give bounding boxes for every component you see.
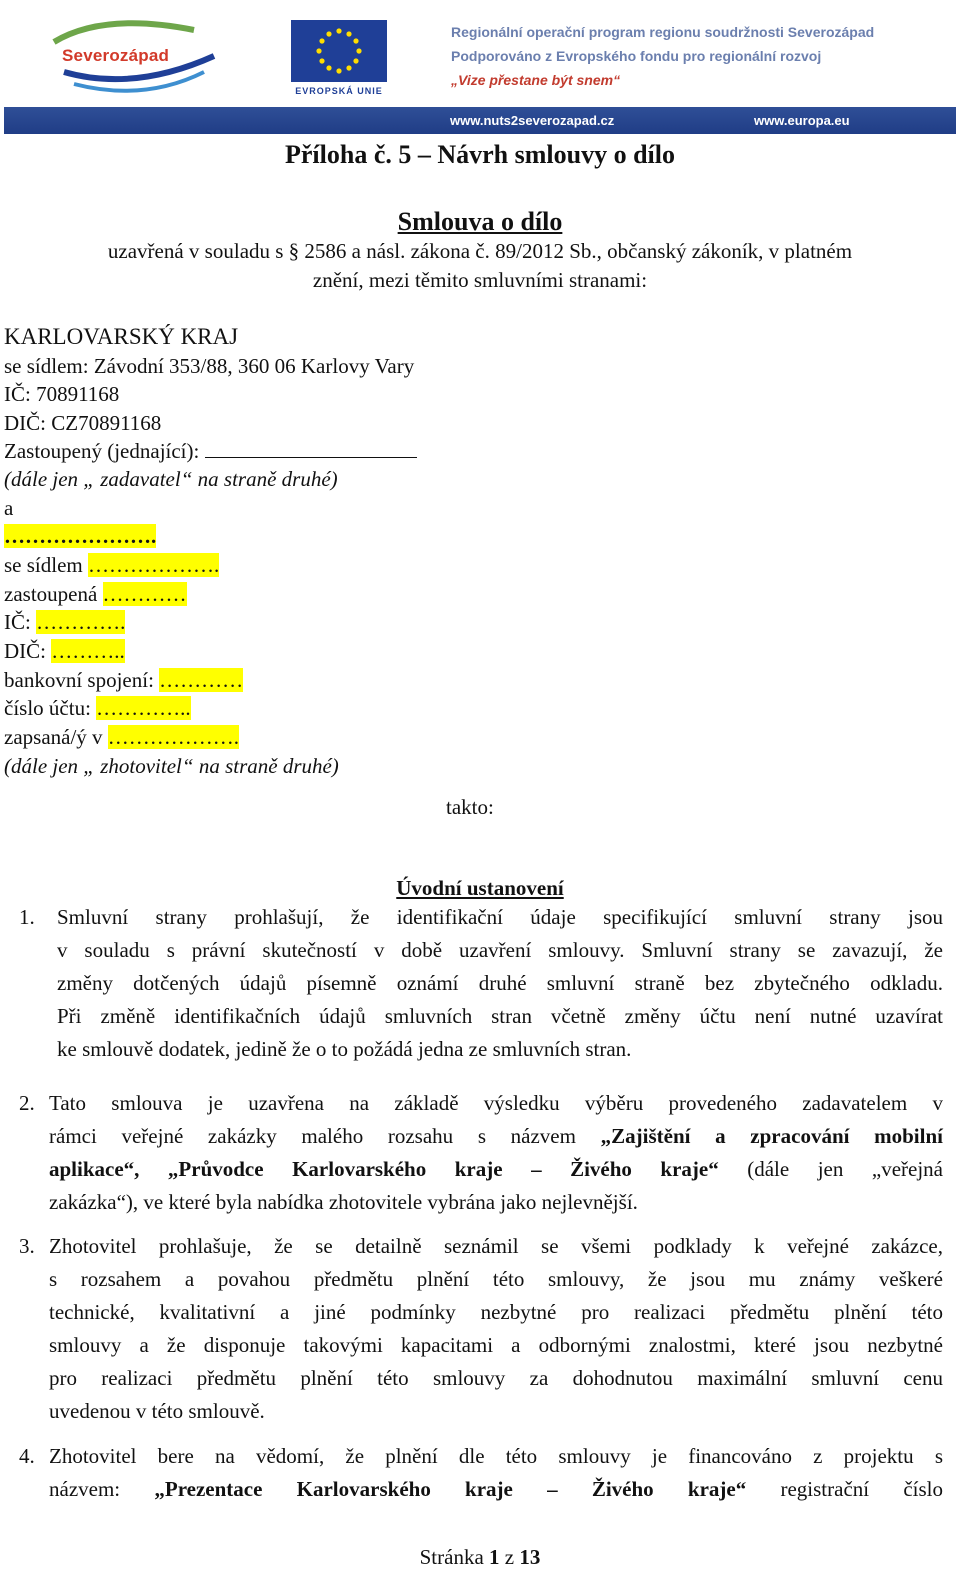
party2-seat-placeholder: ………………. [88, 553, 220, 577]
clause-1-line-2: v souladu s právní skutečností v době uzavření smlouvy. Smluvní strany se zavazují, že [57, 938, 943, 962]
clause-4-line-2-label: názvem: [49, 1477, 155, 1501]
clause-3 [49, 1230, 943, 1428]
party2-ic-placeholder: …………. [36, 610, 126, 634]
party2-ic [4, 610, 125, 634]
party2-account-label: číslo účtu: [4, 696, 97, 720]
party1-role: (dále jen „ zadavatel“ na straně druhé) [4, 467, 338, 491]
attachment-heading: Příloha č. 5 – Návrh smlouvy o dílo [284, 140, 675, 169]
party1-ic: IČ: 70891168 [4, 382, 120, 406]
footer-separator: z [499, 1545, 520, 1569]
party2-ic-label: IČ: [4, 610, 37, 634]
clause-1-line-4: Při změně identifikačních údajů smluvních stran včetně změny účtu není nutné uzavírat [57, 1004, 943, 1028]
banner-url-nuts2[interactable]: www.nuts2severozapad.cz [450, 113, 615, 128]
party2-bank-placeholder: ………… [159, 668, 244, 692]
clause-3-line-4: smlouvy a že disponuje takovými kapacitami a odbornými znalostmi, které jsou nezbytné [49, 1333, 943, 1357]
clause-2-line-1: Tato smlouva je uzavřena na základě výsledku výběru provedeného zadavatelem v [49, 1091, 943, 1115]
page-footer [0, 1544, 960, 1570]
footer-page-number: 1 [489, 1545, 500, 1569]
clause-2-line-3-text: (dále jen „veřejná [718, 1157, 943, 1181]
clause-3-number: 3. [19, 1234, 35, 1258]
clause-4-project-title: „Prezentace Karlovarského kraje – Živého kraje“ [154, 1477, 747, 1501]
clause-2-project-title-b: aplikace“, „Průvodce Karlovarského kraje – Živého kraje“ [49, 1157, 719, 1181]
clause-1-line-3: změny dotčených údajů písemně oznámí druhé smluvní straně bez zbytečného odkladu. [57, 971, 943, 995]
party2-seat [4, 553, 219, 577]
clause-3-line-5: pro realizaci předmětu plnění této smlouvy za dohodnutou maximální smluvní cenu [49, 1366, 943, 1390]
clause-2-line-3 [49, 1153, 943, 1186]
clause-2 [49, 1087, 943, 1219]
banner-program-text: Regionální operační program regionu soudržnosti Severozápad [451, 24, 875, 40]
party1-representative [4, 439, 417, 463]
party2-registry-placeholder: ………………. [107, 725, 240, 749]
banner-url-europa[interactable]: www.europa.eu [754, 113, 850, 128]
subtitle-line-2: znění, mezi těmito smluvními stranami: [312, 268, 648, 292]
document-title: Smlouva o dílo [397, 207, 563, 236]
clause-4-number: 4. [19, 1444, 35, 1468]
footer-page-total: 13 [519, 1545, 541, 1569]
conjunction-and: a [4, 496, 14, 520]
party2-registry-label: zapsaná/ý v [4, 725, 108, 749]
party2-name-placeholder: …………………. [4, 524, 157, 548]
party2-dic [4, 639, 125, 663]
representative-blank-line [205, 439, 417, 458]
party2-rep-placeholder: ………… [102, 582, 187, 606]
clause-2-line-4: zakázka“), ve které byla nabídka zhotovitele vybrána jako nejlevnější. [49, 1190, 638, 1214]
banner-fund-text: Podporováno z Evropského fondu pro regionální rozvoj [451, 48, 822, 64]
clause-3-line-2: s rozsahem a povahou předmětu plnění této smlouvy, že jsou mu známy veškeré [49, 1267, 943, 1291]
clause-3-line-1: Zhotovitel prohlašuje, že se detailně seznámil se všemi podklady k veřejné zakázce, [49, 1234, 943, 1258]
clause-1-line-1: Smluvní strany prohlašují, že identifikační údaje specifikující smluvní strany jsou [57, 905, 943, 929]
banner-slogan-text: „Vize přestane být snem“ [451, 72, 621, 88]
clause-2-line-2-text: rámci veřejné zakázky malého rozsahu s názvem [49, 1124, 601, 1148]
takto-text: takto: [446, 795, 494, 819]
eu-label: EVROPSKÁ UNIE [295, 86, 383, 96]
footer-label: Stránka [419, 1545, 490, 1569]
party2-account [4, 696, 191, 720]
clause-2-number: 2. [19, 1091, 35, 1115]
severozapad-logo-text: Severozápad [62, 46, 170, 65]
party1-name: KARLOVARSKÝ KRAJ [4, 324, 239, 349]
party1-seat: se sídlem: Závodní 353/88, 360 06 Karlovy Vary [4, 354, 415, 378]
header-banner [4, 0, 956, 134]
clause-4-line-1: Zhotovitel bere na vědomí, že plnění dle této smlouvy je financováno z projektu s [49, 1444, 943, 1468]
party1-representative-label: Zastoupený (jednající): [4, 439, 200, 463]
party2-dic-label: DIČ: [4, 639, 52, 663]
eu-flag-icon [291, 20, 387, 82]
party2-seat-label: se sídlem [4, 553, 88, 577]
clause-2-line-2 [49, 1120, 943, 1153]
clause-1-line-5: ke smlouvě dodatek, jedině že o to požádá jedna ze smluvních stran. [57, 1037, 632, 1061]
clause-4 [49, 1440, 943, 1506]
subtitle-line-1: uzavřená v souladu s § 2586 a násl. zákona č. 89/2012 Sb., občanský zákoník, v platném [107, 239, 853, 263]
party2-bank [4, 668, 243, 692]
clause-3-line-6: uvedenou v této smlouvě. [49, 1399, 265, 1423]
party2-name [4, 524, 156, 548]
party2-rep-label: zastoupená [4, 582, 103, 606]
clause-1 [57, 901, 943, 1066]
section-heading-intro: Úvodní ustanovení [396, 876, 564, 900]
clause-2-project-title-a: „Zajištění a zpracování mobilní [600, 1124, 943, 1148]
clause-4-line-2 [49, 1473, 943, 1506]
clause-1-number: 1. [19, 905, 35, 929]
clause-3-line-3: technické, kvalitativní a jiné podmínky nezbytné pro realizaci předmětu plnění této [49, 1300, 943, 1324]
party1-dic: DIČ: CZ70891168 [4, 411, 162, 435]
party2-representative [4, 582, 187, 606]
clause-4-line-2-text: registrační číslo [746, 1477, 943, 1501]
party2-dic-placeholder: ……….. [51, 639, 125, 663]
party2-bank-label: bankovní spojení: [4, 668, 160, 692]
party2-role: (dále jen „ zhotovitel“ na straně druhé) [4, 754, 339, 778]
party2-registry [4, 725, 239, 749]
party2-account-placeholder: ………….. [96, 696, 191, 720]
